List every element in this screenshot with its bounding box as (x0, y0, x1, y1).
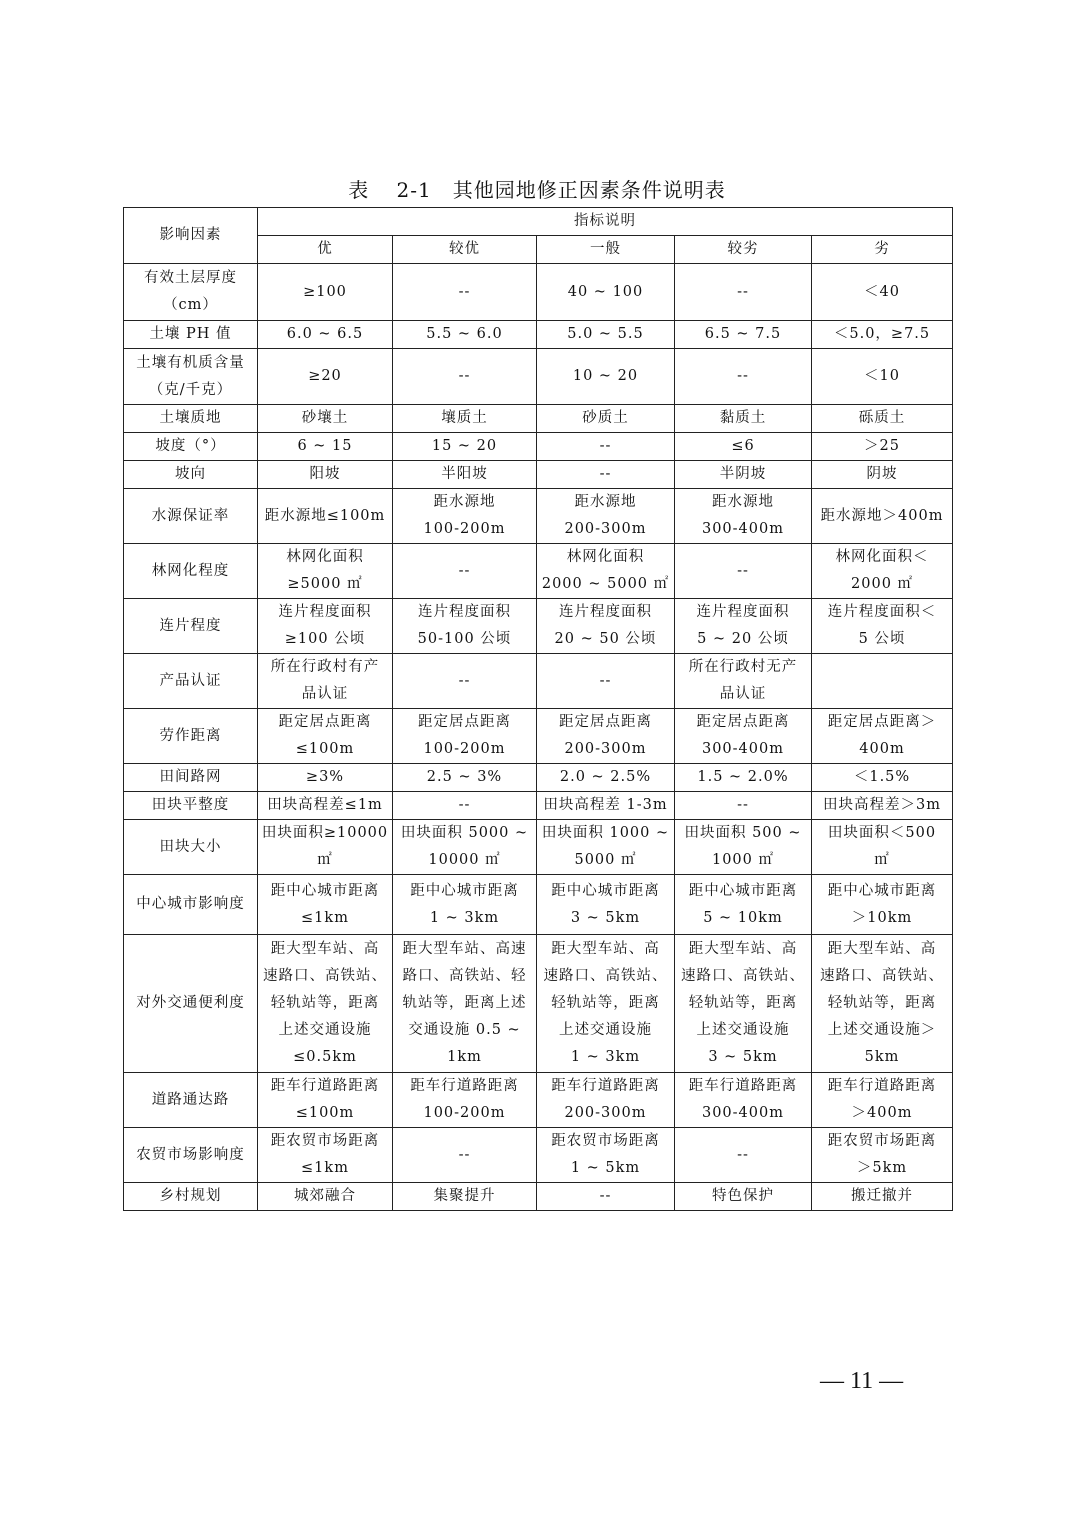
value-cell: 距大型车站、高 速路口、高铁站、 轻轨站等，距离 上述交通设施 3 ~ 5km (675, 935, 812, 1073)
value-cell: 距中心城市距离 ≤1km (258, 875, 393, 935)
value-cell: 6 ~ 15 (258, 433, 393, 461)
factor-cell: 中心城市影响度 (124, 875, 258, 935)
value-cell: 5.5 ~ 6.0 (393, 321, 537, 349)
value-cell: 连片程度面积 ≥100 公顷 (258, 599, 393, 654)
value-cell: 2.5 ~ 3% (393, 764, 537, 792)
value-cell: 距定居点距离 100-200m (393, 709, 537, 764)
value-cell: 集聚提升 (393, 1183, 537, 1211)
value-cell: -- (393, 654, 537, 709)
value-cell: 半阴坡 (675, 461, 812, 489)
value-cell: 距水源地 200-300m (537, 489, 675, 544)
factor-cell: 田块平整度 (124, 792, 258, 820)
table-row (124, 321, 953, 349)
value-cell: 黏质土 (675, 405, 812, 433)
factor-cell: 土壤有机质含量 （克/千克） (124, 349, 258, 405)
page-number: — 11 — (820, 1368, 904, 1394)
value-cell: 距车行道路距离 300-400m (675, 1073, 812, 1128)
value-cell: 特色保护 (675, 1183, 812, 1211)
header-grade: 较优 (393, 236, 537, 264)
header-factor: 影响因素 (124, 208, 258, 264)
value-cell: 距中心城市距离 3 ~ 5km (537, 875, 675, 935)
value-cell: 田块面积 1000 ~ 5000 ㎡ (537, 820, 675, 875)
value-cell: -- (393, 264, 537, 321)
value-cell: 连片程度面积 20 ~ 50 公顷 (537, 599, 675, 654)
value-cell: ＜5.0，≥7.5 (812, 321, 953, 349)
value-cell: 林网化面积＜ 2000 ㎡ (812, 544, 953, 599)
value-cell: 距定居点距离 ≤100m (258, 709, 393, 764)
correction-factor-table (123, 207, 953, 1211)
value-cell: 田块高程差＞3m (812, 792, 953, 820)
value-cell: 距车行道路距离 ＞400m (812, 1073, 953, 1128)
value-cell: 距中心城市距离 ＞10km (812, 875, 953, 935)
value-cell: 阴坡 (812, 461, 953, 489)
value-cell: 田块面积≥10000 ㎡ (258, 820, 393, 875)
value-cell: ＞25 (812, 433, 953, 461)
table-row (124, 709, 953, 764)
header-grade: 优 (258, 236, 393, 264)
factor-cell: 连片程度 (124, 599, 258, 654)
value-cell: -- (537, 1183, 675, 1211)
value-cell: 距车行道路距离 ≤100m (258, 1073, 393, 1128)
factor-cell: 坡向 (124, 461, 258, 489)
value-cell: 砂壤土 (258, 405, 393, 433)
value-cell: 砂质土 (537, 405, 675, 433)
value-cell: ≥20 (258, 349, 393, 405)
value-cell: 城郊融合 (258, 1183, 393, 1211)
header-grade: 劣 (812, 236, 953, 264)
value-cell: 距农贸市场距离 ＞5km (812, 1128, 953, 1183)
factor-cell: 田块大小 (124, 820, 258, 875)
table-row (124, 461, 953, 489)
factor-cell: 对外交通便利度 (124, 935, 258, 1073)
value-cell: 距定居点距离 300-400m (675, 709, 812, 764)
value-cell: -- (675, 1128, 812, 1183)
value-cell: 田块面积 5000 ~ 10000 ㎡ (393, 820, 537, 875)
value-cell: 田块面积＜500 ㎡ (812, 820, 953, 875)
table-row (124, 1073, 953, 1128)
header-grade: 一般 (537, 236, 675, 264)
value-cell: ≥100 (258, 264, 393, 321)
value-cell: 距定居点距离＞ 400m (812, 709, 953, 764)
value-cell: 所在行政村有产 品认证 (258, 654, 393, 709)
table-row (124, 264, 953, 321)
value-cell: -- (393, 544, 537, 599)
table-row (124, 489, 953, 544)
value-cell: 田块高程差≤1m (258, 792, 393, 820)
value-cell: 6.0 ~ 6.5 (258, 321, 393, 349)
value-cell: 连片程度面积 50-100 公顷 (393, 599, 537, 654)
value-cell: 连片程度面积 5 ~ 20 公顷 (675, 599, 812, 654)
value-cell: 距大型车站、高 速路口、高铁站、 轻轨站等，距离 上述交通设施 1 ~ 3km (537, 935, 675, 1073)
factor-cell: 道路通达路 (124, 1073, 258, 1128)
value-cell: 10 ~ 20 (537, 349, 675, 405)
factor-cell: 田间路网 (124, 764, 258, 792)
value-cell: 距水源地 100-200m (393, 489, 537, 544)
value-cell: ＜10 (812, 349, 953, 405)
value-cell: -- (537, 433, 675, 461)
value-cell: ＜40 (812, 264, 953, 321)
table-row (124, 433, 953, 461)
value-cell: -- (537, 654, 675, 709)
value-cell: 砾质土 (812, 405, 953, 433)
value-cell: -- (675, 264, 812, 321)
factor-cell: 劳作距离 (124, 709, 258, 764)
value-cell: 5.0 ~ 5.5 (537, 321, 675, 349)
value-cell: 距农贸市场距离 ≤1km (258, 1128, 393, 1183)
value-cell: 距车行道路距离 200-300m (537, 1073, 675, 1128)
value-cell: 壤质土 (393, 405, 537, 433)
value-cell: 40 ~ 100 (537, 264, 675, 321)
value-cell: -- (393, 1128, 537, 1183)
header-grade: 较劣 (675, 236, 812, 264)
factor-cell: 乡村规划 (124, 1183, 258, 1211)
header-indicator: 指标说明 (258, 208, 953, 236)
table-row (124, 1183, 953, 1211)
factor-cell: 土壤质地 (124, 405, 258, 433)
value-cell: -- (393, 792, 537, 820)
factor-cell: 坡度（°） (124, 433, 258, 461)
factor-cell: 农贸市场影响度 (124, 1128, 258, 1183)
table-row (124, 820, 953, 875)
value-cell: 距水源地＞400m (812, 489, 953, 544)
value-cell: 6.5 ~ 7.5 (675, 321, 812, 349)
table-row (124, 544, 953, 599)
table-title: 表 2-1 其他园地修正因素条件说明表 (348, 178, 726, 202)
value-cell: 田块面积 500 ~ 1000 ㎡ (675, 820, 812, 875)
value-cell: 搬迁撤并 (812, 1183, 953, 1211)
value-cell: ≥3% (258, 764, 393, 792)
table-row (124, 405, 953, 433)
value-cell: 距定居点距离 200-300m (537, 709, 675, 764)
value-cell: 距车行道路距离 100-200m (393, 1073, 537, 1128)
value-cell: 距中心城市距离 5 ~ 10km (675, 875, 812, 935)
value-cell: -- (537, 461, 675, 489)
value-cell: 距水源地≤100m (258, 489, 393, 544)
table-row (124, 792, 953, 820)
value-cell: 距大型车站、高速 路口、高铁站、轻 轨站等，距离上述 交通设施 0.5 ~ 1km (393, 935, 537, 1073)
table-row (124, 349, 953, 405)
header-row (124, 208, 953, 236)
value-cell: ＜1.5% (812, 764, 953, 792)
value-cell: 距水源地 300-400m (675, 489, 812, 544)
factor-cell: 产品认证 (124, 654, 258, 709)
factor-cell: 有效土层厚度 （cm） (124, 264, 258, 321)
table-row (124, 935, 953, 1073)
value-cell: ≤6 (675, 433, 812, 461)
value-cell: 田块高程差 1-3m (537, 792, 675, 820)
table-row (124, 1128, 953, 1183)
value-cell: -- (675, 349, 812, 405)
value-cell: 阳坡 (258, 461, 393, 489)
value-cell: -- (675, 544, 812, 599)
factor-cell: 林网化程度 (124, 544, 258, 599)
value-cell: 林网化面积 ≥5000 ㎡ (258, 544, 393, 599)
value-cell: 距大型车站、高 速路口、高铁站、 轻轨站等，距离 上述交通设施 ≤0.5km (258, 935, 393, 1073)
table-row (124, 875, 953, 935)
factor-cell: 水源保证率 (124, 489, 258, 544)
value-cell: 15 ~ 20 (393, 433, 537, 461)
value-cell: -- (675, 792, 812, 820)
value-cell: 距大型车站、高 速路口、高铁站、 轻轨站等，距离 上述交通设施＞ 5km (812, 935, 953, 1073)
value-cell: -- (393, 349, 537, 405)
value-cell: 半阳坡 (393, 461, 537, 489)
table-row (124, 654, 953, 709)
value-cell (812, 654, 953, 709)
value-cell: 2.0 ~ 2.5% (537, 764, 675, 792)
value-cell: 所在行政村无产 品认证 (675, 654, 812, 709)
value-cell: 距农贸市场距离 1 ~ 5km (537, 1128, 675, 1183)
value-cell: 1.5 ~ 2.0% (675, 764, 812, 792)
factor-cell: 土壤 PH 值 (124, 321, 258, 349)
value-cell: 距中心城市距离 1 ~ 3km (393, 875, 537, 935)
table-row (124, 764, 953, 792)
value-cell: 林网化面积 2000 ~ 5000 ㎡ (537, 544, 675, 599)
table-row (124, 599, 953, 654)
value-cell: 连片程度面积＜ 5 公顷 (812, 599, 953, 654)
